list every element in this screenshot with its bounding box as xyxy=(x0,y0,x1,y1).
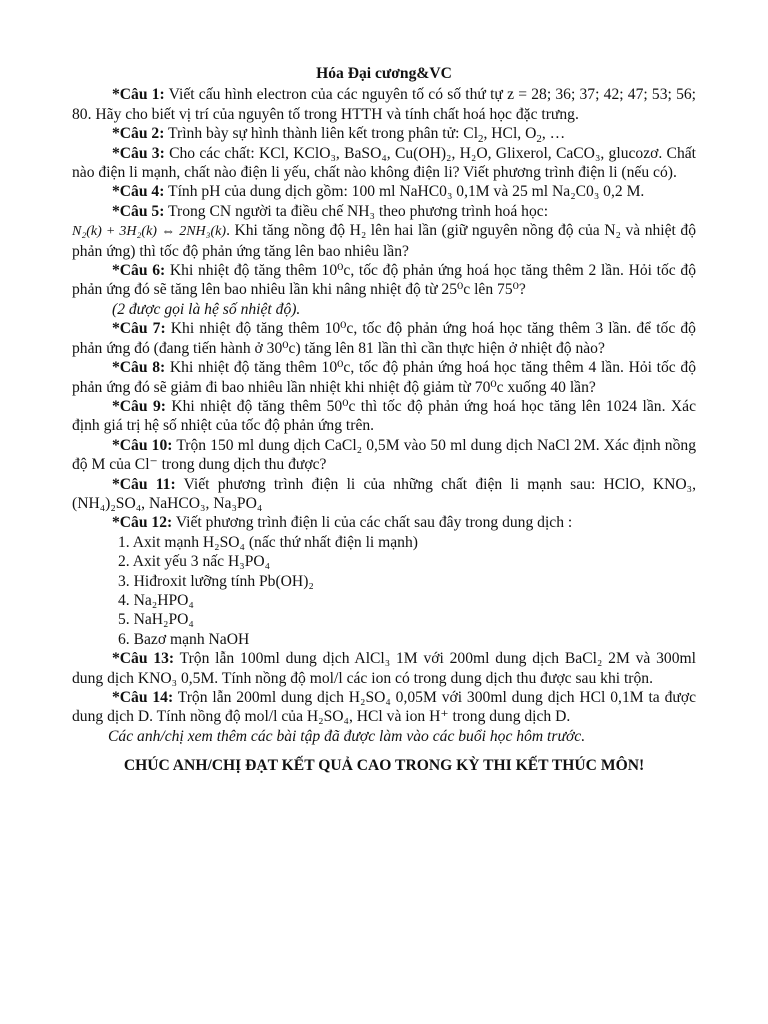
list-item: 2. Axit yếu 3 nấc H₃PO₄ xyxy=(118,553,271,571)
question-text: Trộn lẫn 200ml dung dịch H₂SO₄ 0,05M với 300ml dung dịch HCl 0,1M ta được dung dịch D. Tính nồng độ mol/l của H₂SO₄, HCl và ion H⁺ trong dung dịch D. xyxy=(72,689,696,726)
question-text: Viết phương trình điện li của những chất điện li mạnh sau: HClO, KNO₃, (NH₄)₂SO₄, NaHCO₃, Na₃PO₄ xyxy=(72,475,696,512)
question-text: Trong CN người ta điều chế NH₃ theo phương trình hoá học: xyxy=(168,202,549,220)
question-label: *Câu 4: xyxy=(112,183,165,201)
question-text: Trình bày sự hình thành liên kết trong phân tử: Cl xyxy=(168,125,479,143)
question-7 xyxy=(72,319,696,358)
question-label: *Câu 14: xyxy=(112,689,174,706)
question-label: *Câu 9: xyxy=(112,397,166,415)
question-text: Tính pH của dung dịch gồm: 100 ml NaHC0₃ 0,1M và 25 ml Na₂C0₃ 0,2 M. xyxy=(168,183,645,201)
question-6-note: (2 được gọi là hệ số nhiệt độ). xyxy=(112,300,301,318)
question-label: *Câu 11: xyxy=(112,475,176,493)
question-label: *Câu 5: xyxy=(112,202,165,220)
question-2: *Câu 2: Trình bày sự hình thành liên kết trong phân tử: $Cl_2$, HCl, $O_2$, … xyxy=(112,125,566,146)
question-11 xyxy=(72,475,696,514)
list-item: 1. Axit mạnh H₂SO₄ (nấc thứ nhất điện li mạnh) xyxy=(118,533,418,551)
question-6 xyxy=(72,261,696,300)
question-14 xyxy=(72,688,696,727)
question-text: Khi nhiệt độ tăng thêm 50⁰c thì tốc độ phản ứng hoá học tăng lên 1024 lần. Xác định giá trị hệ số nhiệt của tốc độ phản ứng trên. xyxy=(72,397,696,435)
question-8 xyxy=(72,358,696,397)
question-text: Viết cấu hình electron của các nguyên tố có số thứ tự z = 28; 36; 37; 42; 47; 53; 56; 80. Hãy cho biết vị trí của nguyên tố trong HTTH và tính chất hoá học đặc trưng. xyxy=(72,86,696,123)
question-12 xyxy=(72,513,696,532)
chemical-equation: N₂(k) + 3H₂(k) ⇔ 2NH₃(k) xyxy=(72,224,227,240)
list-item: 3. Hiđroxit lưỡng tính Pb(OH)₂ xyxy=(118,572,314,590)
question-label: *Câu 13: xyxy=(112,650,175,668)
question-label: *Câu 7: xyxy=(112,320,166,338)
question-text: Viết phương trình điện li của các chất sau đây trong dung dịch : xyxy=(175,514,573,532)
question-label: *Câu 1: xyxy=(112,86,165,104)
question-4 xyxy=(72,182,696,201)
closing-note: Các anh/chị xem thêm các bài tập đã được làm vào các buổi học hôm trước. xyxy=(108,727,586,745)
question-10 xyxy=(72,436,696,475)
question-label: *Câu 2: xyxy=(112,125,165,143)
question-label: *Câu 6: xyxy=(112,262,166,280)
question-text: Trộn 150 ml dung dịch CaCl₂ 0,5M vào 50 ml dung dịch NaCl 2M. Xác định nồng độ M của Cl⁻ trong dung dịch thu được? xyxy=(72,436,696,474)
question-text: Khi nhiệt độ tăng thêm 10⁰c, tốc độ phản ứng hoá học tăng thêm 4 lần. Hỏi tốc độ phản ứng đó sẽ giảm đi bao nhiêu lần nhiệt khi nhiệt độ giảm từ 70⁰c xuống 40 lần? xyxy=(72,359,697,396)
question-label: *Câu 10: xyxy=(112,436,173,454)
question-text: Khi nhiệt độ tăng thêm 10⁰c, tốc độ phản ứng hoá học tăng thêm 3 lần. để tốc độ phản ứng đó (đang tiến hành ở 30⁰c) tăng lên 81 lần thì cần thực hiện ở nhiệt độ nào? xyxy=(72,320,696,357)
question-12-list xyxy=(72,533,696,649)
question-label: *Câu 12: xyxy=(112,514,173,532)
final-message: CHÚC ANH/CHỊ ĐẠT KẾT QUẢ CAO TRONG KỲ THI KẾT THÚC MÔN! xyxy=(123,757,645,775)
question-text: Khi nhiệt độ tăng thêm 10⁰c, tốc độ phản ứng hoá học tăng thêm 2 lần. Hỏi tốc độ phản ứng đó sẽ tăng lên bao nhiêu lần khi nâng nhiệt độ từ 25⁰c lên 75⁰? xyxy=(72,262,697,299)
question-text-continued: . Khi tăng nồng độ H₂ lên hai lần (giữ nguyên nồng độ của N₂ và nhiệt độ phản ứng) thì tốc độ phản ứng tăng lên bao nhiêu lần? xyxy=(72,222,696,260)
question-5 xyxy=(72,202,696,261)
question-3 xyxy=(72,144,696,183)
list-item: 4. Na₂HPO₄ xyxy=(118,591,194,609)
question-9 xyxy=(72,397,696,436)
question-label: *Câu 3: xyxy=(112,144,165,162)
question-1 xyxy=(72,85,696,124)
list-item: 5. NaH₂PO₄ xyxy=(118,611,194,629)
document-title: Hóa Đại cương&VC xyxy=(316,65,452,82)
list-item: 6. Bazơ mạnh NaOH xyxy=(118,630,250,648)
question-13 xyxy=(72,649,696,688)
question-text: Cho các chất: KCl, KClO₃, BaSO₄, Cu(OH)₂, H₂O, Glixerol, CaCO₃, glucozơ. Chất nào điện li mạnh, chất nào điện li yếu, chất nào không điện li? Viết phương trình điện li (nếu có). xyxy=(72,144,697,182)
question-text: Trộn lẫn 100ml dung dịch AlCl₃ 1M với 200ml dung dịch BaCl₂ 2M và 300ml dung dịch KNO₃ 0,5M. Tính nồng độ mol/l các ion có trong dung dịch thu được sau khi trộn. xyxy=(72,650,696,687)
question-label: *Câu 8: xyxy=(112,359,166,377)
